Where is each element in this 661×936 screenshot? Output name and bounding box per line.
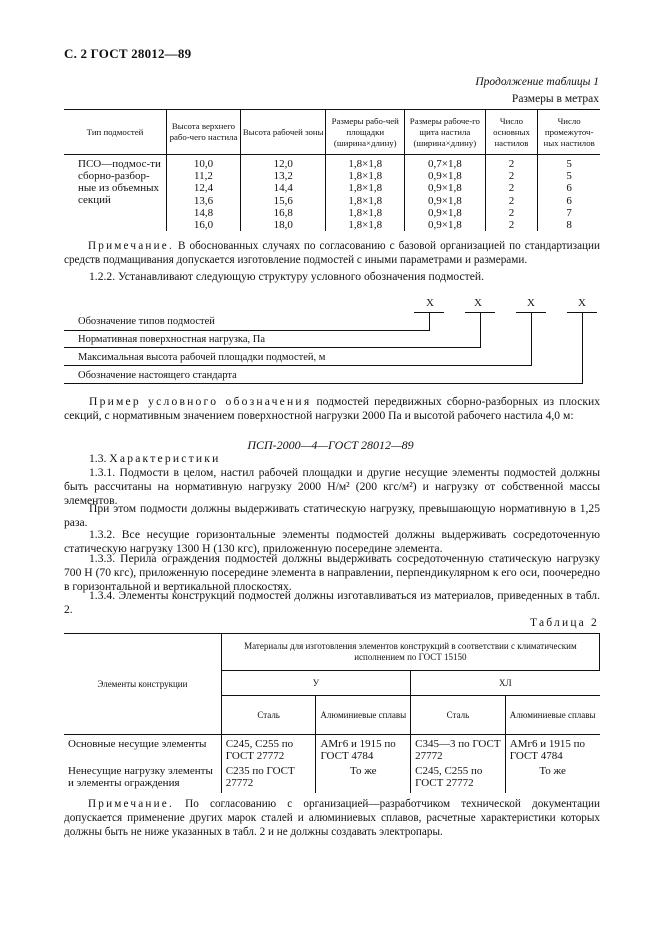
cell: С235 по ГОСТ 27772 xyxy=(221,762,316,793)
col-header: Элементы конструкции xyxy=(64,634,221,735)
type-label: ПСО—подмос-ти сборно-разбор-ные из объемных секций xyxy=(78,158,161,206)
section-1-3 xyxy=(89,452,221,466)
units-note: Размеры в метрах xyxy=(511,93,599,105)
sub-header: Сталь xyxy=(221,696,316,735)
climate-header: У xyxy=(221,671,410,696)
cell: 0,9×1,8 xyxy=(428,206,462,219)
cell: 16,0 xyxy=(193,219,214,232)
col-header: Высота рабочей зоны xyxy=(240,110,326,155)
col-header: Размеры рабоче-го щита настила (ширина×длину) xyxy=(405,110,486,155)
label-line xyxy=(64,347,481,348)
cell: 12,4 xyxy=(193,182,214,195)
cell: То же xyxy=(505,762,599,793)
x-placeholder: X xyxy=(578,297,586,309)
cell: 13,6 xyxy=(193,194,214,207)
leader-line xyxy=(480,312,481,347)
cell: 2 xyxy=(508,219,515,232)
cell: 5 xyxy=(566,170,572,183)
cell: 2 xyxy=(508,206,515,219)
cell: 11,2 xyxy=(194,170,213,183)
para-1-3-2: 1.3.2. Все несущие горизонтальные элементы подмостей должны выдерживать сосредоточенную статическую нагрузку 1300 Н (130 кгс), приложенную посередине элемента. xyxy=(64,528,600,555)
scheme-label: Максимальная высота рабочей площадки подмостей, м xyxy=(78,352,326,363)
example-text: подмостей передвижных сборно-разборных из плоских секций, с нормативным значением поверхностной нагрузки 2000 Па и высотой рабочего настила 4,0 м: xyxy=(64,395,600,422)
cell: 13,2 xyxy=(273,170,293,183)
example-label: Пример условного обозначения xyxy=(89,395,312,408)
example-paragraph xyxy=(64,395,600,423)
section-num: 1.3. xyxy=(89,452,107,465)
cell: 2 xyxy=(508,182,515,195)
table-2 xyxy=(64,633,600,793)
note-text: В обоснованных случаях по согласованию с базовой организацией по стандартизации средств подмащивания допускается изготовление подмостей с иными параметрами и размерами. xyxy=(64,240,600,266)
table-row xyxy=(64,735,600,763)
para-1-3-4: 1.3.4. Элементы конструкций подмостей должны изготавливаться из материалов, приведенных в табл. 2. xyxy=(64,589,600,616)
cell: АМг6 и 1915 по ГОСТ 4784 xyxy=(505,735,599,763)
note-2 xyxy=(64,797,600,839)
cell: 1,8×1,8 xyxy=(348,182,383,195)
example-designation: ПСП-2000—4—ГОСТ 28012—89 xyxy=(247,438,414,452)
cell: 1,8×1,8 xyxy=(348,194,383,207)
col-main-decks xyxy=(485,155,538,232)
col-header: Число промежуточ-ных настилов xyxy=(538,110,600,155)
cell: 15,6 xyxy=(273,194,293,207)
cell: 0,7×1,8 xyxy=(428,158,462,170)
col-header: Высота верхнего рабо-чего настила xyxy=(167,110,241,155)
para-1-2-2: 1.2.2. Устанавливают следующую структуру условного обозначения подмостей. xyxy=(89,270,484,283)
cell: С345—3 по ГОСТ 27772 xyxy=(411,735,506,763)
cell: С245, С255 по ГОСТ 27772 xyxy=(221,735,316,763)
cell: 14,4 xyxy=(273,182,293,195)
page-header: С. 2 ГОСТ 28012—89 xyxy=(64,46,192,61)
cell: 12,0 xyxy=(273,158,293,170)
climate-header: ХЛ xyxy=(411,671,600,696)
cell: 10,0 xyxy=(193,158,214,170)
cell: 2 xyxy=(508,170,515,183)
table-row xyxy=(64,762,600,793)
leader-line xyxy=(531,312,532,365)
note-text: По согласованию с организацией—разработчиком технической документации допускается применение других марок сталей и алюминиевых сплавов, расчетные характеристики которых должны быть не ниже указанных в табл. 2 и не должны создавать электропары. xyxy=(64,798,600,838)
cell: АМг6 и 1915 по ГОСТ 4784 xyxy=(316,735,411,763)
cell: То же xyxy=(316,762,411,793)
type-cell xyxy=(64,155,167,232)
cell: 2 xyxy=(508,194,515,207)
leader-line xyxy=(582,312,583,383)
col-header: Число основных настилов xyxy=(485,110,538,155)
note-label: Примечание. xyxy=(88,798,174,810)
note-label: Примечание. xyxy=(88,240,174,252)
col-header: Тип подмостей xyxy=(64,110,167,155)
table-continuation: Продолжение таблицы 1 xyxy=(475,76,599,88)
col-header: Размеры рабо-чей площадки (ширина×длину) xyxy=(326,110,405,155)
scheme-label: Обозначение настоящего стандарта xyxy=(78,370,237,381)
cell: С245, С255 по ГОСТ 27772 xyxy=(411,762,506,793)
cell: 18,0 xyxy=(273,219,293,232)
cell: 14,8 xyxy=(193,206,214,219)
label-line xyxy=(64,383,583,384)
label-line xyxy=(64,365,532,366)
cell: 6 xyxy=(566,194,572,207)
cell: 0,9×1,8 xyxy=(428,182,462,195)
sub-header: Сталь xyxy=(411,696,506,735)
col-shield-size xyxy=(405,155,486,232)
cell: 8 xyxy=(566,219,572,232)
sub-header: Алюминиевые сплавы xyxy=(316,696,411,735)
label-line xyxy=(64,330,430,331)
para-1-3-1: 1.3.1. Подмости в целом, настил рабочей площадки и другие несущие элементы подмостей должны быть рассчитаны на нормативную нагрузку 2000 Н/м² (200 кгс/м²) и нагрузку от собственной массы элементов. xyxy=(64,466,600,507)
col-top-height xyxy=(167,155,241,232)
scheme-label: Обозначение типов подмостей xyxy=(78,316,215,327)
cell: 1,8×1,8 xyxy=(348,158,383,170)
table-1 xyxy=(64,109,600,231)
cell: 16,8 xyxy=(273,206,293,219)
para-1-3-1-b: При этом подмости должны выдерживать статическую нагрузку, превышающую нормативную в 1,25 раза. xyxy=(64,502,600,529)
x-placeholder: X xyxy=(474,297,482,309)
note-1 xyxy=(64,239,600,267)
cell: Ненесущие нагрузку элементы и элементы ограждения xyxy=(64,762,221,793)
cell: 0,9×1,8 xyxy=(428,194,462,207)
cell: 1,8×1,8 xyxy=(348,206,383,219)
table-row xyxy=(64,155,600,232)
x-placeholder: X xyxy=(527,297,535,309)
leader-line xyxy=(429,312,430,330)
sub-header: Алюминиевые сплавы xyxy=(505,696,599,735)
cell: 1,8×1,8 xyxy=(348,219,383,232)
cell: 6 xyxy=(566,182,572,195)
col-platform-size xyxy=(326,155,405,232)
cell: 5 xyxy=(566,158,572,170)
cell: 0,9×1,8 xyxy=(428,170,462,183)
x-placeholder: X xyxy=(426,297,434,309)
col-zone-height xyxy=(240,155,326,232)
col-mid-decks xyxy=(538,155,600,232)
group-header: Материалы для изготовления элементов конструкций в соответствии с климатическим исполнением по ГОСТ 15150 xyxy=(221,634,599,671)
table-2-caption: Таблица 2 xyxy=(530,617,599,629)
cell: 1,8×1,8 xyxy=(348,170,383,183)
scheme-label: Нормативная поверхностная нагрузка, Па xyxy=(78,334,266,345)
cell: 2 xyxy=(508,158,515,170)
cell: Основные несущие элементы xyxy=(64,735,221,763)
cell: 0,9×1,8 xyxy=(428,219,462,232)
para-1-3-3: 1.3.3. Перила ограждения подмостей должны выдерживать сосредоточенную статическую нагрузку 700 Н (70 кгс), приложенную посередине элемента в направлении, перпендикулярном к его оси, поочередно в горизонтальной и вертикальной плоскостях. xyxy=(64,552,600,593)
section-title: Характеристики xyxy=(109,452,221,465)
cell: 7 xyxy=(566,206,572,219)
